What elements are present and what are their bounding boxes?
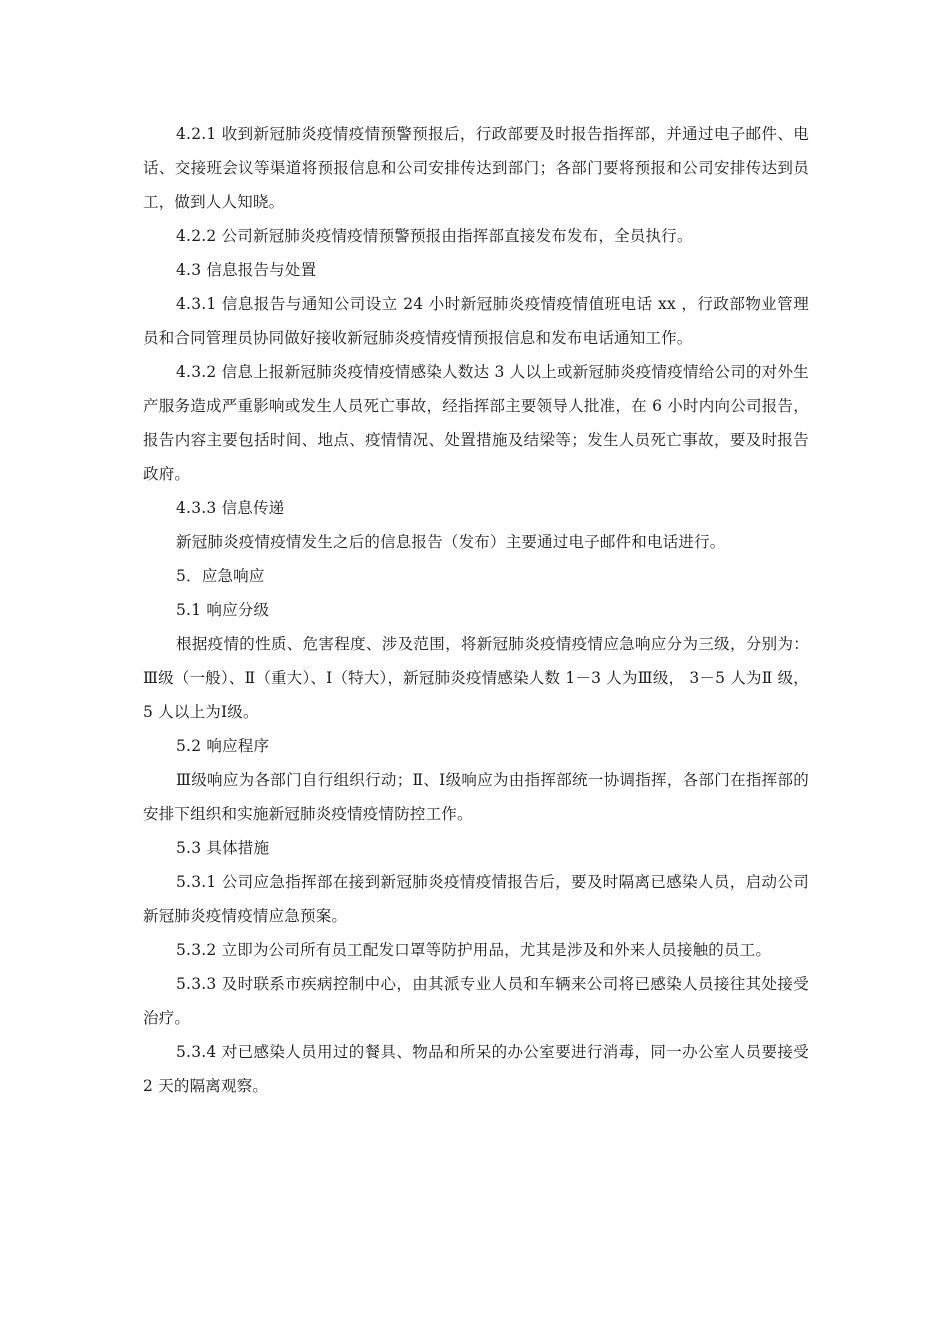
paragraph-5-3-2: 5.3.2 立即为公司所有员工配发口罩等防护用品，尤其是涉及和外来人员接触的员工。 xyxy=(176,941,772,959)
paragraph-5-3-4: 5.3.4 对已感染人员用过的餐具、物品和所呆的办公室要进行消毒，同一办公室人员要接受 2 天的隔离观察。 xyxy=(143,1043,809,1095)
heading-4-3-3: 4.3.3 信息传递 xyxy=(176,499,285,517)
heading-5-1: 5.1 响应分级 xyxy=(176,601,270,619)
paragraph-info-transfer: 新冠肺炎疫情疫情发生之后的信息报告（发布）主要通过电子邮件和电话进行。 xyxy=(176,533,726,551)
paragraph-5-3-3: 5.3.3 及时联系市疾病控制中心，由其派专业人员和车辆来公司将已感染人员接往其处接受治疗。 xyxy=(143,975,809,1027)
paragraph-4-2-1: 4.2.1 收到新冠肺炎疫情疫情预警预报后，行政部要及时报告指挥部，并通过电子邮件、电话、交接班会议等渠道将预报信息和公司安排传达到部门；各部门要将预报和公司安排传达到员工，做到人人知晓。 xyxy=(143,125,809,211)
document-body xyxy=(143,117,809,1103)
heading-5-2: 5.2 响应程序 xyxy=(176,737,270,755)
heading-4-3: 4.3 信息报告与处置 xyxy=(176,261,317,279)
paragraph-4-2-2: 4.2.2 公司新冠肺炎疫情疫情预警预报由指挥部直接发布发布，全员执行。 xyxy=(176,227,693,245)
paragraph-4-3-2: 4.3.2 信息上报新冠肺炎疫情疫情感染人数达 3 人以上或新冠肺炎疫情疫情给公司的对外生产服务造成严重影响或发生人员死亡事故，经指挥部主要领导人批准，在 6 小时内向公司报告，报告内容主要包括时间、地点、疫情情况、处置措施及结梁等；发生人员死亡事故，要及时报告政府。 xyxy=(143,363,809,483)
heading-5: 5．应急响应 xyxy=(176,567,265,585)
paragraph-5-3-1: 5.3.1 公司应急指挥部在接到新冠肺炎疫情疫情报告后，要及时隔离已感染人员，启动公司新冠肺炎疫情疫情应急预案。 xyxy=(143,873,809,925)
paragraph-response-levels: 根据疫情的性质、危害程度、涉及范围，将新冠肺炎疫情疫情应急响应分为三级，分别为：Ⅲ级（一般）、Ⅱ（重大）、Ⅰ（特大），新冠肺炎疫情感染人数 1－3 人为Ⅲ级， 3－5 人为Ⅱ 级， 5 人以上为Ⅰ级。 xyxy=(143,635,809,721)
paragraph-response-procedure: Ⅲ级响应为各部门自行组织行动；Ⅱ、Ⅰ级响应为由指挥部统一协调指挥，各部门在指挥部的安排下组织和实施新冠肺炎疫情疫情防控工作。 xyxy=(143,771,809,823)
paragraph-4-3-1: 4.3.1 信息报告与通知公司设立 24 小时新冠肺炎疫情疫情值班电话 xx ，行政部物业管理员和合同管理员协同做好接收新冠肺炎疫情疫情预报信息和发布电话通知工作。 xyxy=(143,295,809,347)
heading-5-3: 5.3 具体措施 xyxy=(176,839,270,857)
